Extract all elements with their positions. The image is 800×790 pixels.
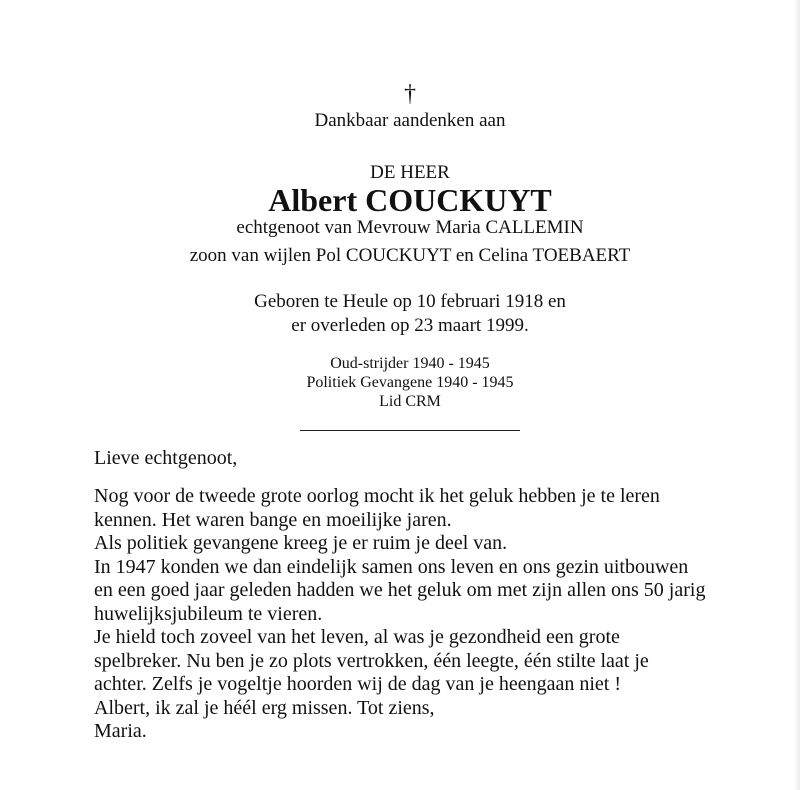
function-line: Oud-strijder 1940 - 1945 — [330, 355, 490, 372]
card-edge-shadow — [794, 0, 800, 790]
message-body — [94, 485, 794, 744]
message-line: Je hield toch zoveel van het leven, al was je gezondheid een grote — [94, 626, 620, 648]
honorific-title: DE HEER — [370, 162, 450, 183]
divider — [300, 430, 520, 431]
message-line: en een goed jaar geleden hadden we het geluk om met zijn allen ons 50 jarig — [94, 579, 706, 601]
message-line: Maria. — [94, 720, 147, 742]
message-line: kennen. Het waren bange en moeilijke jaren. — [94, 508, 452, 531]
message-line: Albert, ik zal je héél erg missen. Tot ziens, — [94, 696, 435, 719]
parents-line: zoon van wijlen Pol COUCKUYT en Celina TOEBAERT — [189, 245, 631, 266]
intro-text: Dankbaar aandenken aan — [314, 110, 506, 131]
message-line: In 1947 konden we dan eindelijk samen ons leven en ons gezin uitbouwen — [94, 555, 689, 578]
message-line: Als politiek gevangene kreeg je er ruim je deel van. — [94, 532, 508, 554]
spouse-line: echtgenoot van Mevrouw Maria CALLEMIN — [236, 217, 584, 238]
function-line: Lid CRM — [379, 393, 441, 410]
message-line: Nog voor de tweede grote oorlog mocht ik het geluk hebben je te leren — [94, 485, 660, 507]
birth-line: Geboren te Heule op 10 februari 1918 en — [254, 291, 566, 312]
cross-icon: † — [404, 81, 416, 107]
message-line: huwelijksjubileum te vieren. — [94, 602, 323, 625]
message-line: achter. Zelfs je vogeltje hoorden wij de dag van je heengaan niet ! — [94, 673, 622, 695]
deceased-name: Albert COUCKUYT — [268, 182, 552, 218]
salutation: Lieve echtgenoot, — [94, 447, 238, 469]
message-line: spelbreker. Nu ben je zo plots vertrokken, één leegte, één stilte laat je — [94, 649, 649, 672]
function-line: Politiek Gevangene 1940 - 1945 — [306, 374, 514, 391]
death-line: er overleden op 23 maart 1999. — [291, 315, 529, 336]
